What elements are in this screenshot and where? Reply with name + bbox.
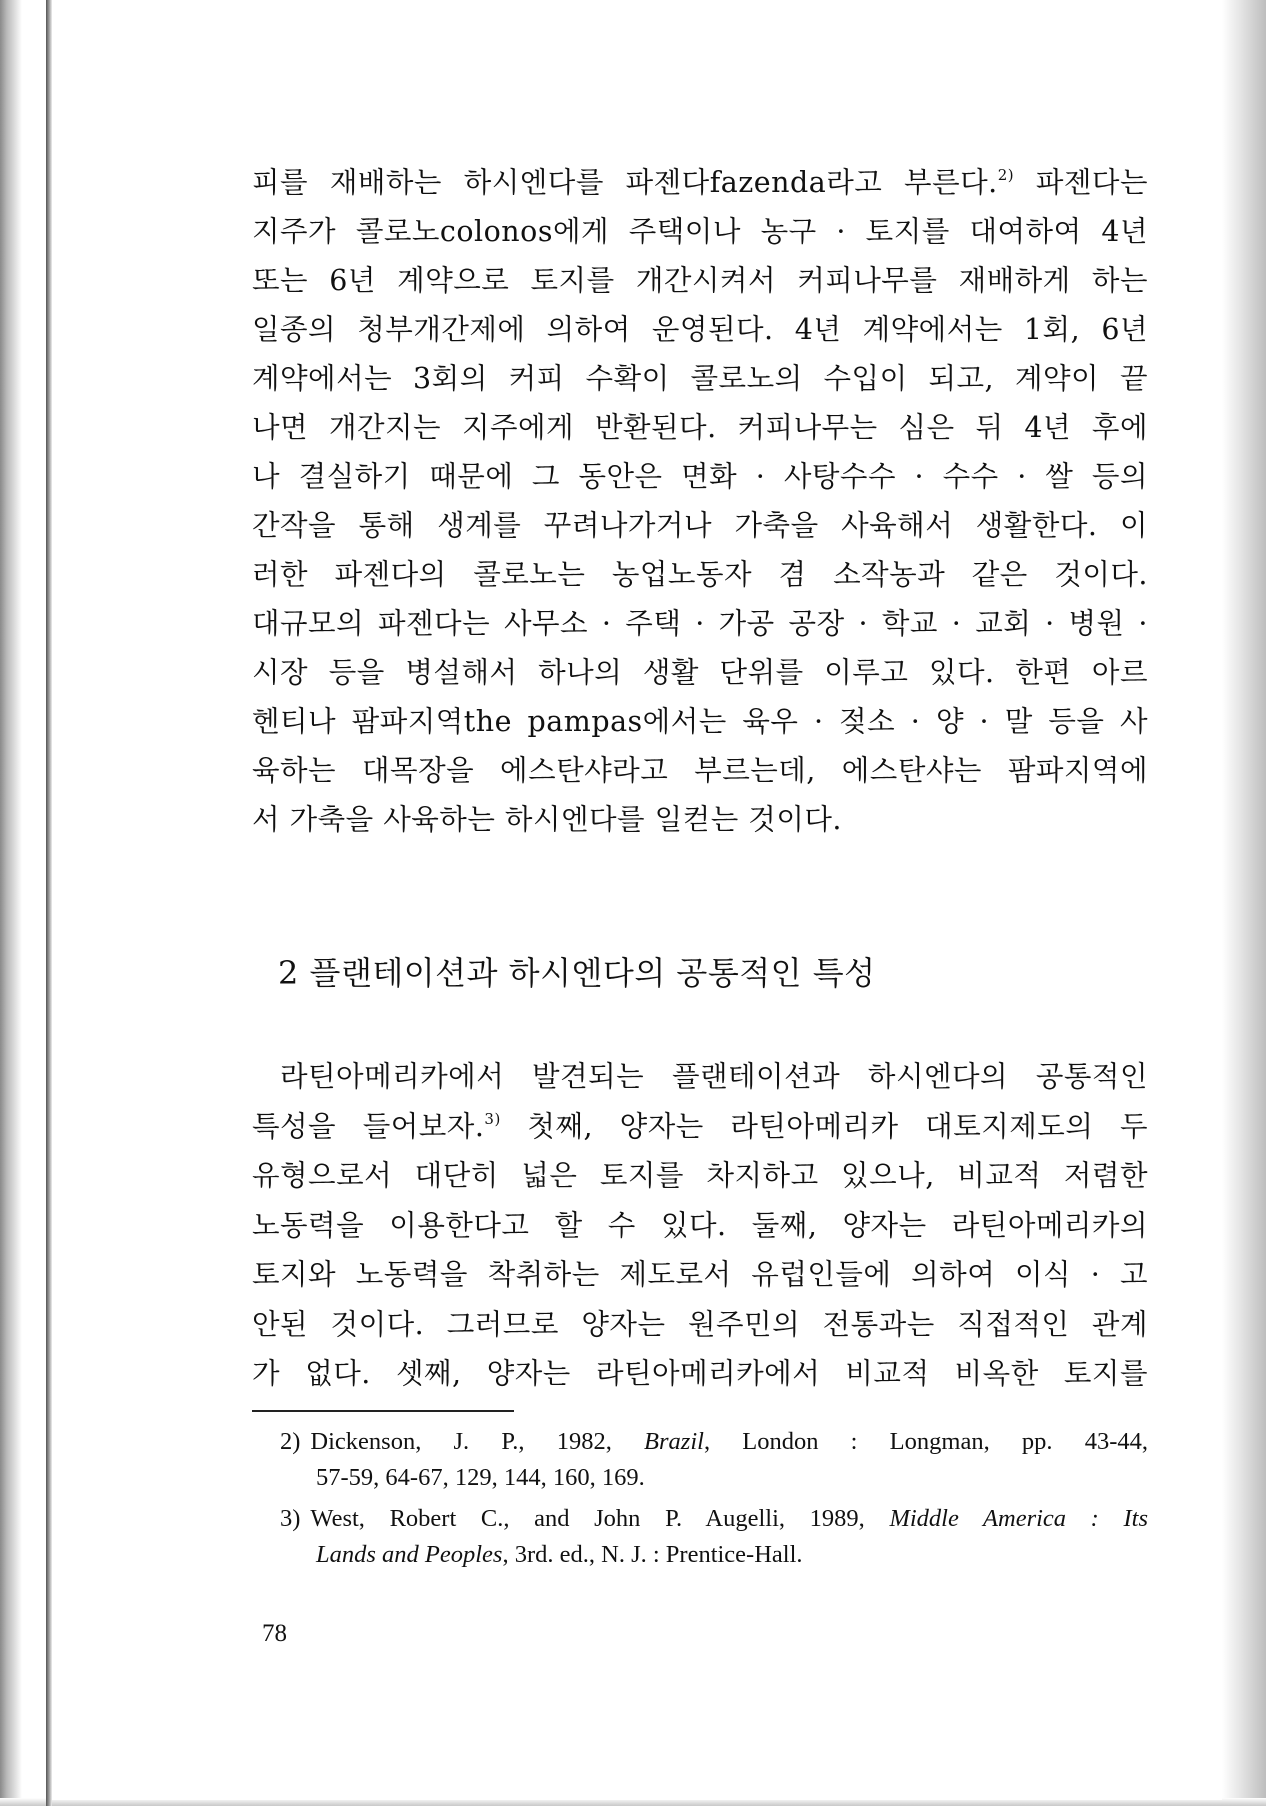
text-line: 지주가 콜로노colonos에게 주택이나 농구 · 토지를 대여하여 4년 bbox=[252, 215, 1148, 248]
text-line: 토지와 노동력을 착취하는 제도로서 유럽인들에 의하여 이식 · 고 bbox=[252, 1258, 1148, 1291]
text-line: 육하는 대목장을 에스탄샤라고 부르는데, 에스탄샤는 팜파지역에 bbox=[252, 754, 1148, 787]
footnotes bbox=[280, 1424, 1148, 1578]
footnote-line: 2) Dickenson, J. P., 1982, Brazil, London : Longman, pp. 43-44, bbox=[280, 1428, 1148, 1455]
text-line: 유형으로서 대단히 넓은 토지를 차지하고 있으나, 비교적 저렴한 bbox=[252, 1159, 1148, 1192]
text-line: 간작을 통해 생계를 꾸려나가거나 가축을 사육해서 생활한다. 이 bbox=[252, 509, 1148, 542]
text-line: 헨티나 팜파지역the pampas에서는 육우 · 젖소 · 양 · 말 등을 사 bbox=[252, 705, 1148, 738]
text-line: 라틴아메리카에서 발견되는 플랜테이션과 하시엔다의 공통적인 bbox=[280, 1060, 1148, 1093]
text-line: 특성을 들어보자.$^{3)}$ 첫째, 양자는 라틴아메리카 대토지제도의 두 bbox=[252, 1109, 1149, 1143]
text-line: 나면 개간지는 지주에게 반환된다. 커피나무는 심은 뒤 4년 후에 bbox=[252, 411, 1148, 444]
paragraph-fazenda bbox=[252, 158, 1148, 844]
text-line: 노동력을 이용한다고 할 수 있다. 둘째, 양자는 라틴아메리카의 bbox=[252, 1208, 1148, 1242]
text-line: 나 결실하기 때문에 그 동안은 면화 · 사탕수수 · 수수 · 쌀 등의 bbox=[252, 460, 1148, 493]
footnote-3 bbox=[280, 1501, 1148, 1573]
text-line: 계약에서는 3회의 커피 수확이 콜로노의 수입이 되고, 계약이 끝 bbox=[252, 362, 1148, 395]
text-line: 러한 파젠다의 콜로노는 농업노동자 겸 소작농과 같은 것이다. bbox=[252, 558, 1148, 591]
page-number: 78 bbox=[262, 1620, 287, 1647]
footnote-divider bbox=[252, 1410, 514, 1412]
right-edge-shadow bbox=[1222, 0, 1266, 1806]
left-edge-shadow bbox=[0, 0, 22, 1806]
text-line: 피를 재배하는 하시엔다를 파젠다fazenda라고 부른다.$^{2)}$ 파젠다는 bbox=[252, 166, 1148, 199]
text-line: 일종의 청부개간제에 의하여 운영된다. 4년 계약에서는 1회, 6년 bbox=[252, 313, 1148, 346]
text-line: 시장 등을 병설해서 하나의 생활 단위를 이루고 있다. 한편 아르 bbox=[252, 656, 1148, 689]
text-line: 서 가축을 사육하는 하시엔다를 일컫는 것이다. bbox=[252, 803, 842, 836]
footnote-line: Lands and Peoples, 3rd. ed., N. J. : Prentice-Hall. bbox=[316, 1541, 803, 1568]
text-line: 또는 6년 계약으로 토지를 개간시켜서 커피나무를 재배하게 하는 bbox=[252, 264, 1148, 297]
footnote-ref: 2) bbox=[997, 166, 1015, 184]
book-page bbox=[52, 0, 1222, 1800]
section-heading: 2 플랜테이션과 하시엔다의 공통적인 특성 bbox=[278, 954, 876, 992]
footnote-ref: 3) bbox=[484, 1109, 501, 1128]
paragraph-common-traits bbox=[252, 1052, 1148, 1399]
text-line: 대규모의 파젠다는 사무소 · 주택 · 가공 공장 · 학교 · 교회 · 병원 · bbox=[252, 607, 1148, 640]
text-line: 가 없다. 셋째, 양자는 라틴아메리카에서 비교적 비옥한 토지를 bbox=[252, 1357, 1148, 1390]
footnote-line: 3) West, Robert C., and John P. Augelli, 1989, Middle America : Its bbox=[280, 1505, 1148, 1532]
footnote-line: 57-59, 64-67, 129, 144, 160, 169. bbox=[316, 1464, 645, 1491]
footnote-2 bbox=[280, 1424, 1148, 1496]
text-line: 안된 것이다. 그러므로 양자는 원주민의 전통과는 직접적인 관계 bbox=[252, 1307, 1148, 1341]
